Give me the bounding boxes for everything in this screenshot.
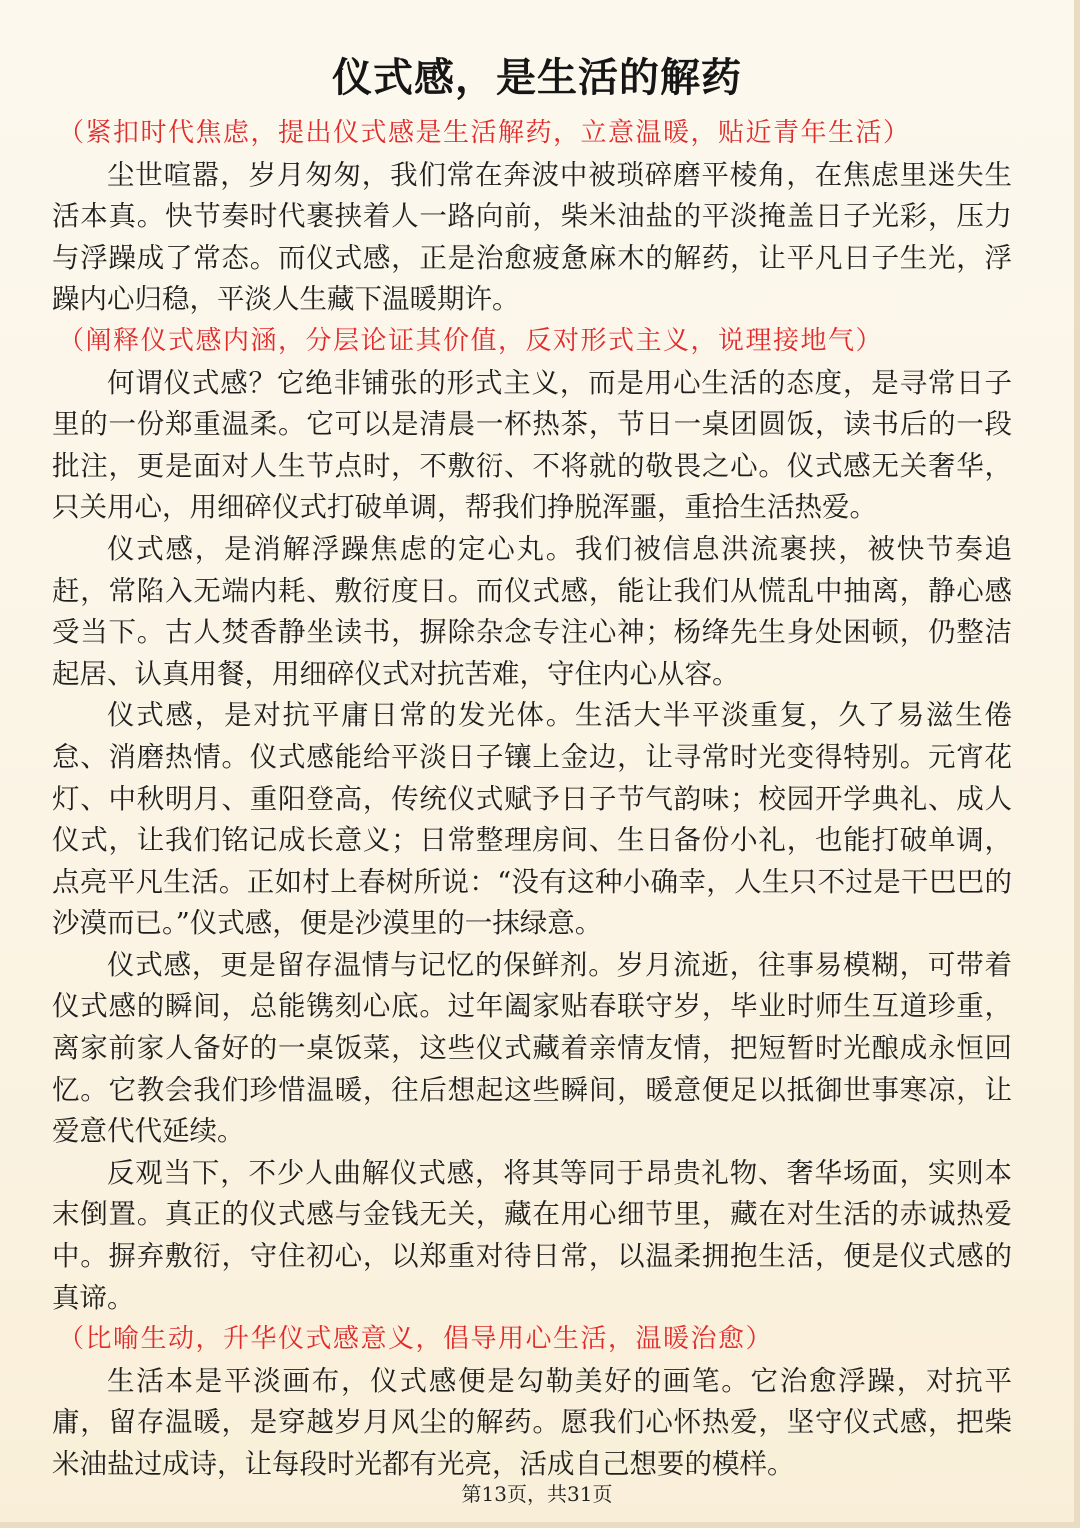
paragraph-4: 仪式感，是对抗平庸日常的发光体。生活大半平淡重复，久了易滋生倦怠、消磨热情。仪式感能给平淡日子镶上金边，让寻常时光变得特别。元宵花灯、中秋明月、重阳登高，传统仪式赋予日子节气韵味；校园开学典礼、成人仪式，让我们铭记成长意义；日常整理房间、生日备份小礼，也能打破单调，点亮平凡生活。正如村上春树所说：“没有这种小确幸，人生只不过是干巴巴的沙漠而已。”仪式感，便是沙漠里的一抹绿意。 <box>52 699 1012 940</box>
paragraph-3: 仪式感，是消解浮躁焦虑的定心丸。我们被信息洪流裹挟，被快节奏追赶，常陷入无端内耗、敷衍度日。而仪式感，能让我们从慌乱中抽离，静心感受当下。古人焚香静坐读书，摒除杂念专注心神；杨绛先生身处困顿，仍整洁起居、认真用餐，用细碎仪式对抗苦难，守住内心从容。 <box>52 532 1012 690</box>
page-number: 第13页，共31页 <box>461 1482 613 1506</box>
paragraph-1: 尘世喧嚣，岁月匆匆，我们常在奔波中被琐碎磨平棱角，在焦虑里迷失生活本真。快节奏时代裹挟着人一路向前，柴米油盐的平淡掩盖日子光彩，压力与浮躁成了常态。而仪式感，正是治愈疲惫麻木的解药，让平凡日子生光，浮躁内心归稳，平淡人生藏下温暖期许。 <box>52 158 1012 316</box>
essay-title: 仪式感，是生活的解药 <box>332 55 742 101</box>
paragraph-6: 反观当下，不少人曲解仪式感，将其等同于昂贵礼物、奢华场面，实则本末倒置。真正的仪式感与金钱无关，藏在用心细节里，藏在对生活的赤诚热爱中。摒弃敷衍，守住初心，以郑重对待日常，以温柔拥抱生活，便是仪式感的真谛。 <box>52 1156 1012 1314</box>
annotation-body: （阐释仪式感内涵，分层论证其价值，反对形式主义，说理接地气） <box>58 325 884 356</box>
paragraph-5: 仪式感，更是留存温情与记忆的保鲜剂。岁月流逝，往事易模糊，可带着仪式感的瞬间，总能镌刻心底。过年阖家贴春联守岁，毕业时师生互道珍重，离家前家人备好的一桌饭菜，这些仪式藏着亲情友情，把短暂时光酿成永恒回忆。它教会我们珍惜温暖，往后想起这些瞬间，暖意便足以抵御世事寒凉，让爱意代代延续。 <box>52 948 1012 1148</box>
paragraph-2: 何谓仪式感？它绝非铺张的形式主义，而是用心生活的态度，是寻常日子里的一份郑重温柔。它可以是清晨一杯热茶，节日一桌团圆饭，读书后的一段批注，更是面对人生节点时，不敷衍、不将就的敬畏之心。仪式感无关奢华，只关用心，用细碎仪式打破单调，帮我们挣脱浑噩，重拾生活热爱。 <box>52 366 1012 524</box>
essay-body <box>52 113 1012 1486</box>
annotation-intro: （紧扣时代焦虑，提出仪式感是生活解药，立意温暖，贴近青年生活） <box>58 118 911 148</box>
annotation-conclusion: （比喻生动，升华仪式感意义，倡导用心生活，温暖治愈） <box>58 1324 774 1355</box>
paragraph-7: 生活本是平淡画布，仪式感便是勾勒美好的画笔。它治愈浮躁，对抗平庸，留存温暖，是穿越岁月风尘的解药。愿我们心怀热爱，坚守仪式感，把柴米油盐过成诗，让每段时光都有光亮，活成自己想要的模样。 <box>52 1364 1012 1480</box>
